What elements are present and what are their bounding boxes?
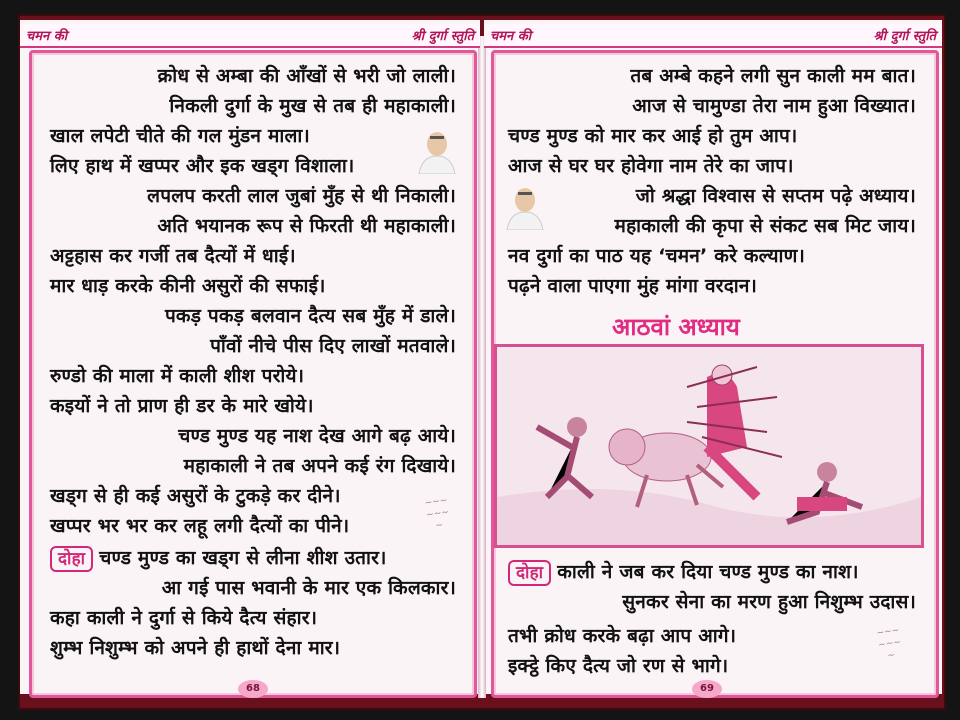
author-portrait-left [414, 126, 460, 174]
verse-line: तभी क्रोध करके बढ़ा आप आगे। [508, 625, 737, 647]
verse-line: नव दुर्गा का पाठ यह ‘चमन’ करे कल्याण। [508, 245, 806, 267]
left-header-text-a: चमन की [26, 29, 68, 44]
right-header-text-b: श्री दुर्गा स्तुति [873, 29, 936, 44]
author-portrait-right [502, 182, 548, 230]
doha-line: शुम्भ निशुम्भ को अपने ही हाथों देना मार। [50, 637, 341, 659]
verse-line: खाल लपेटी चीते की गल मुंडन माला। [50, 125, 310, 147]
right-running-header [484, 24, 942, 48]
verse-line: खड्ग से ही कई असुरों के टुकड़े कर दीने। [50, 485, 341, 507]
verse-line: निकली दुर्गा के मुख से तब ही महाकाली। [169, 95, 456, 117]
right-verse-block [496, 61, 926, 301]
doha-line: कहा काली ने दुर्गा से किये दैत्य संहार। [50, 607, 318, 629]
verse-line: महाकाली की कृपा से संकट सब मिट जाय। [614, 215, 916, 237]
verse-line: आज से घर घर होवेगा नाम तेरे का जाप। [508, 155, 794, 177]
verse-line: जो श्रद्धा विश्वास से सप्तम पढ़े अध्याय। [635, 185, 916, 207]
verse-line: लिए हाथ में खप्पर और इक खड्ग विशाला। [50, 155, 355, 177]
right-header-text-a: चमन की [490, 29, 532, 44]
doha-line: आ गई पास भवानी के मार एक किलकार। [161, 577, 456, 599]
verse-line: पढ़ने वाला पाएगा मुंह मांगा वरदान। [508, 275, 758, 297]
portrait-icon [414, 126, 460, 174]
portrait-icon [502, 182, 548, 230]
doha-line [38, 543, 466, 573]
goddess-illustration [494, 344, 924, 548]
verse-line: महाकाली ने तब अपने कई रंग दिखाये। [183, 455, 456, 477]
verse-line: कइयों ने तो प्राण ही डर के मारे खोये। [50, 395, 314, 417]
page-number-right: 69 [692, 680, 722, 698]
left-header-text-b: श्री दुर्गा स्तुति [411, 29, 474, 44]
verse-line: मार धाड़ करके कीनी असुरों की सफाई। [50, 275, 326, 297]
verse-line: अति भयानक रूप से फिरती थी महाकाली। [157, 215, 456, 237]
verse-line: आज से चामुण्डा तेरा नाम हुआ विख्यात। [632, 95, 916, 117]
verse-line: अट्टहास कर गर्जी तब दैत्यों में धाई। [50, 245, 296, 267]
right-doha-block [496, 557, 926, 681]
left-running-header [20, 24, 480, 48]
verse-line: क्रोध से अम्बा की आँखों से भरी जो लाली। [157, 65, 456, 87]
stamp-left: ~~~ ~~~ ~ [424, 495, 450, 532]
doha-text: चण्ड मुण्ड का खड्ग से लीना शीश उतार। [99, 547, 387, 569]
left-verse-block [38, 61, 466, 663]
doha-label: दोहा [50, 546, 93, 572]
verse-line: चण्ड मुण्ड यह नाश देख आगे बढ़ आये। [178, 425, 456, 447]
verse-line: रुण्डो की माला में काली शीश परोये। [50, 365, 305, 387]
page-number-left: 68 [238, 680, 268, 698]
verse-line: खप्पर भर भर कर लहू लगी दैत्यों का पीने। [50, 515, 350, 537]
verse-line: पाँवों नीचे पीस दिए लाखों मतवाले। [210, 335, 456, 357]
doha-text: काली ने जब कर दिया चण्ड मुण्ड का नाश। [557, 561, 859, 583]
doha-line [496, 557, 926, 587]
battle-scene-icon [497, 347, 921, 545]
stamp-right: ~~~ ~~~ ~ [876, 625, 902, 662]
book-gutter [478, 36, 486, 698]
verse-line: लपलप करती लाल जुबां मुँह से थी निकाली। [147, 185, 456, 207]
verse-line: इक्ट्ठे किए दैत्य जो रण से भागे। [508, 655, 729, 677]
verse-line: पकड़ पकड़ बलवान दैत्य सब मुँह में डाले। [164, 305, 456, 327]
verse-line: तब अम्बे कहने लगी सुन काली मम बात। [630, 65, 916, 87]
chapter-title: आठवां अध्याय [612, 310, 740, 347]
doha-label: दोहा [508, 560, 551, 586]
verse-line: चण्ड मुण्ड को मार कर आई हो तुम आप। [508, 125, 798, 147]
doha-line: सुनकर सेना का मरण हुआ निशुम्भ उदास। [622, 591, 916, 613]
